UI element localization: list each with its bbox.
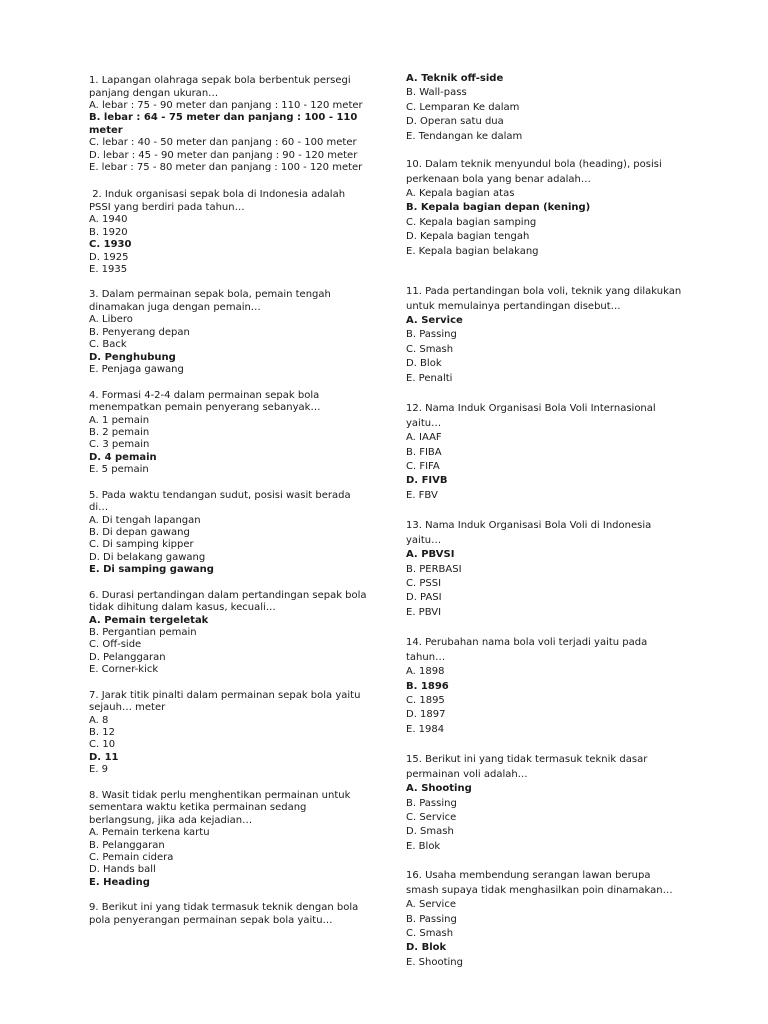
answer-option: A. Pemain tergeletak xyxy=(89,614,209,626)
question-text: 12. Nama Induk Organisasi Bola Voli Internasional yaitu… xyxy=(406,403,659,429)
answer-option: B. Di depan gawang xyxy=(89,526,190,538)
answer-option: D. Di belakang gawang xyxy=(89,551,206,563)
answer-option: D. Kepala bagian tengah xyxy=(406,231,530,243)
answer-option: A. Service xyxy=(406,315,463,327)
answer-option: A. 1 pemain xyxy=(89,414,150,426)
answer-option: E. 1984 xyxy=(406,723,445,735)
answer-option: A. Teknik off-side xyxy=(406,73,504,84)
answer-option: D. Blok xyxy=(406,942,447,954)
question-text: 11. Pada pertandingan bola voli, teknik yang dilakukan untuk memulainya pertandingan disebut… xyxy=(406,286,685,312)
answer-option: B. 2 pemain xyxy=(89,426,150,438)
question-block xyxy=(89,189,369,276)
question-block xyxy=(89,790,369,890)
answer-option: E. lebar : 75 - 80 meter dan panjang : 100 - 120 meter xyxy=(89,162,363,174)
answer-option: E. PBVI xyxy=(406,606,442,618)
answer-option: B. Kepala bagian depan (kening) xyxy=(406,202,591,214)
answer-option: B. Passing xyxy=(406,797,457,809)
question-text: 7. Jarak titik pinalti dalam permainan sepak bola yaitu sejauh… meter xyxy=(89,689,364,714)
question-block xyxy=(406,158,686,259)
answer-option: C. Kepala bagian samping xyxy=(406,216,537,228)
answer-option: B. 1896 xyxy=(406,680,449,692)
answer-option: D. Penghubung xyxy=(89,351,176,363)
question-text: 8. Wasit tidak perlu menghentikan permainan untuk sementara waktu ketika permainan sedang berlangsung, jika ada kejadian… xyxy=(89,789,357,826)
question-text: 2. Induk organisasi sepak bola di Indonesia adalah PSSI yang berdiri pada tahun… xyxy=(89,189,349,213)
answer-option: A. 1898 xyxy=(406,666,445,678)
question-block xyxy=(406,285,686,386)
answer-option: D. 4 pemain xyxy=(89,451,157,463)
answer-option: B. Passing xyxy=(406,329,457,341)
answer-option: C. 3 pemain xyxy=(89,439,150,451)
answer-option: C. Smash xyxy=(406,928,454,940)
question-block xyxy=(89,490,369,577)
question-block xyxy=(406,402,686,503)
answer-option: C. PSSI xyxy=(406,577,442,589)
question-text: 1. Lapangan olahraga sepak bola berbentuk persegi panjang dengan ukuran… xyxy=(89,75,354,99)
answer-option: E. Blok xyxy=(406,840,441,852)
question-block xyxy=(406,869,686,970)
question-block xyxy=(406,72,686,144)
answer-option: A. Shooting xyxy=(406,783,472,795)
question-text: 13. Nama Induk Organisasi Bola Voli di Indonesia yaitu… xyxy=(406,520,655,546)
answer-option: B. Passing xyxy=(406,913,457,925)
answer-option: D. 11 xyxy=(89,751,119,763)
answer-option: E. Heading xyxy=(89,876,150,888)
answer-option: D. PASI xyxy=(406,592,442,604)
question-text: 14. Perubahan nama bola voli terjadi yaitu pada tahun… xyxy=(406,637,651,663)
answer-option: D. 1925 xyxy=(89,251,129,263)
answer-option: C. Pemain cidera xyxy=(89,851,174,863)
answer-option: B. PERBASI xyxy=(406,563,462,575)
answer-option: A. Libero xyxy=(89,314,133,326)
answer-option: A. 1940 xyxy=(89,214,128,226)
answer-option: D. FIVB xyxy=(406,475,448,487)
answer-option: C. Service xyxy=(406,812,457,823)
answer-option: B. 1920 xyxy=(89,226,128,238)
answer-option: D. Operan satu dua xyxy=(406,116,504,128)
answer-option: E. Di samping gawang xyxy=(89,564,214,576)
left-column xyxy=(89,72,369,927)
answer-option: E. FBV xyxy=(406,489,438,501)
answer-option: B. FIBA xyxy=(406,446,442,458)
answer-option: D. Blok xyxy=(406,358,442,370)
answer-option: C. Di samping kipper xyxy=(89,539,194,551)
question-text: 4. Formasi 4-2-4 dalam permainan sepak bola menempatkan pemain penyerang sebanyak… xyxy=(89,389,323,413)
answer-option: E. 9 xyxy=(89,764,109,776)
answer-option: B. 12 xyxy=(89,727,115,738)
answer-option: C. 1895 xyxy=(406,694,445,706)
question-block xyxy=(89,75,369,174)
answer-option: D. Pelanggaran xyxy=(89,651,166,663)
answer-option: E. Corner-kick xyxy=(89,664,159,676)
answer-option: A. 8 xyxy=(89,714,109,726)
answer-option: A. Service xyxy=(406,899,456,911)
answer-option: E. Shooting xyxy=(406,956,463,968)
answer-option: E. 1935 xyxy=(89,264,128,276)
answer-option: C. Back xyxy=(89,339,127,351)
question-block xyxy=(406,636,686,737)
answer-option: B. Pergantian pemain xyxy=(89,626,197,638)
answer-option: D. lebar : 45 - 90 meter dan panjang : 90 - 120 meter xyxy=(89,149,358,161)
answer-option: D. Hands ball xyxy=(89,864,156,876)
question-block xyxy=(89,690,369,777)
question-block xyxy=(406,753,686,854)
answer-option: C. lebar : 40 - 50 meter dan panjang : 60 - 100 meter xyxy=(89,137,357,149)
question-text: 9. Berikut ini yang tidak termasuk teknik dengan bola pola penyerangan permainan sepak bola yaitu… xyxy=(89,902,362,926)
answer-option: E. 5 pemain xyxy=(89,464,149,476)
answer-option: C. Smash xyxy=(406,343,454,355)
answer-option: A. Pemain terkena kartu xyxy=(89,827,210,839)
answer-option: B. Wall-pass xyxy=(406,87,467,99)
answer-option: A. IAAF xyxy=(406,432,442,444)
answer-option: D. 1897 xyxy=(406,709,446,721)
question-block xyxy=(89,902,369,927)
answer-option: A. lebar : 75 - 90 meter dan panjang : 110 - 120 meter xyxy=(89,100,363,111)
answer-option: A. Di tengah lapangan xyxy=(89,514,201,526)
answer-option: B. lebar : 64 - 75 meter dan panjang : 100 - 110 meter xyxy=(89,112,361,136)
question-block xyxy=(89,590,369,677)
answer-option: E. Penalti xyxy=(406,372,453,384)
answer-option: C. 10 xyxy=(89,739,116,751)
answer-option: E. Penjaga gawang xyxy=(89,364,184,376)
answer-option: C. 1930 xyxy=(89,239,132,251)
question-block xyxy=(406,519,686,620)
question-text: 3. Dalam permainan sepak bola, pemain tengah dinamakan juga dengan pemain… xyxy=(89,289,335,313)
answer-option: A. PBVSI xyxy=(406,549,455,561)
right-column xyxy=(406,72,686,970)
answer-option: E. Tendangan ke dalam xyxy=(406,130,523,142)
question-text: 15. Berikut ini yang tidak termasuk teknik dasar permainan voli adalah… xyxy=(406,754,651,780)
answer-option: D. Smash xyxy=(406,826,454,838)
question-block xyxy=(89,390,369,477)
answer-option: C. Off-side xyxy=(89,639,142,651)
question-text: 10. Dalam teknik menyundul bola (heading), posisi perkenaan bola yang benar adalah… xyxy=(406,159,665,185)
question-text: 16. Usaha membendung serangan lawan berupa smash supaya tidak menghasilkan poin dinamakan… xyxy=(406,870,673,896)
question-text: 6. Durasi pertandingan dalam pertandingan sepak bola tidak dihitung dalam kasus, kecuali… xyxy=(89,589,370,614)
answer-option: B. Penyerang depan xyxy=(89,326,190,338)
answer-option: B. Pelanggaran xyxy=(89,839,165,851)
answer-option: E. Kepala bagian belakang xyxy=(406,245,539,257)
answer-option: A. Kepala bagian atas xyxy=(406,188,515,200)
question-text: 5. Pada waktu tendangan sudut, posisi wasit berada di… xyxy=(89,489,354,514)
answer-option: C. FIFA xyxy=(406,460,440,472)
answer-option: C. Lemparan Ke dalam xyxy=(406,101,520,113)
question-block xyxy=(89,289,369,376)
